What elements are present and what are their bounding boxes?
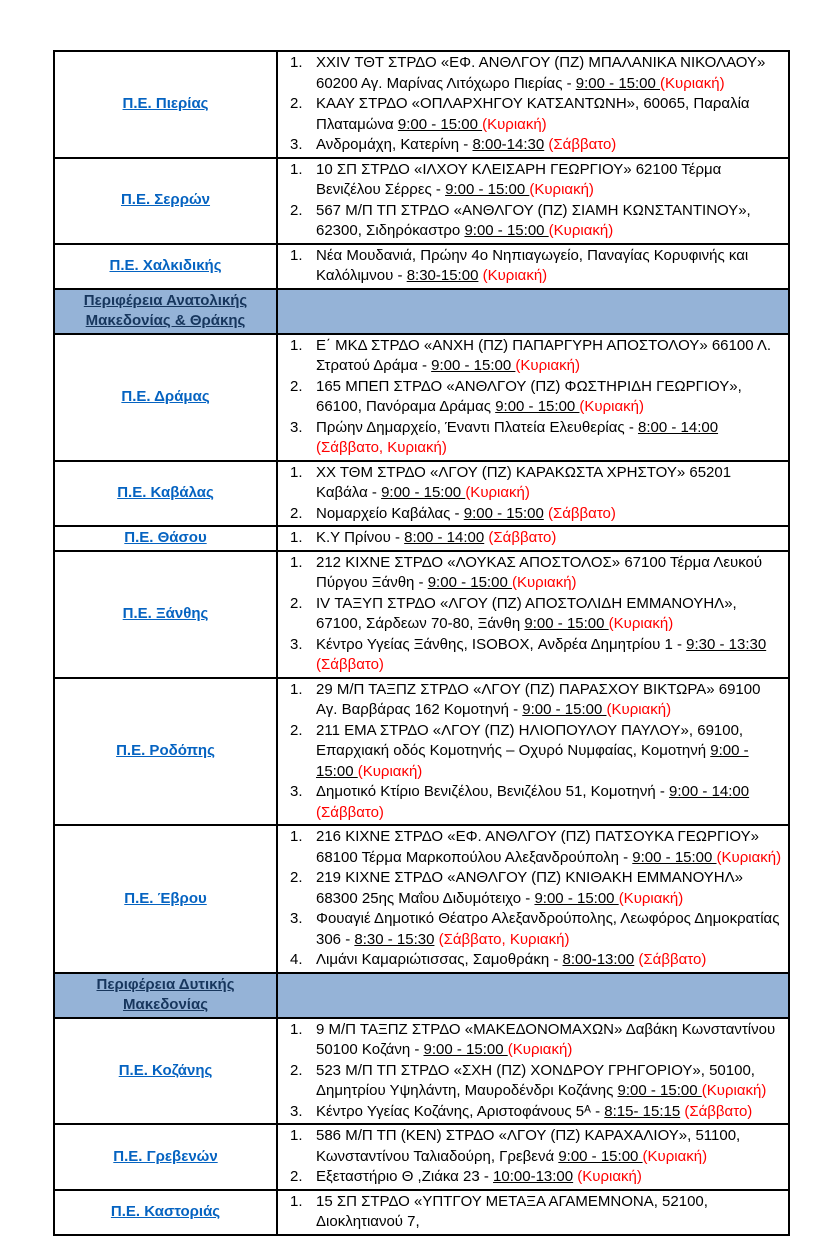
item-number: 1. [290,1192,303,1210]
item-text [316,594,784,635]
item-number: 2. [290,504,303,522]
item-number: 4. [290,951,303,968]
location-item [282,201,784,242]
item-number: 2. [290,721,303,739]
location-text: 212 ΚΙΧΝΕ ΣΤΡΔΟ «ΛΟΥΚΑΣ ΑΠΟΣΤΟΛΟΣ» 67100 Τέρμα Λευκού Πύργου Ξάνθη - [316,553,763,591]
region-cell [54,825,277,973]
item-number: 1. [290,463,303,481]
location-text: 523 Μ/Π ΤΠ ΣΤΡΔΟ «ΣΧΗ (ΠΖ) ΧΟΝΔΡΟΥ ΓΡΗΓΟΡΙΟΥ», 50100, Δημητρίου Υψηλάντη, Μαυροδένδρι Κοζάνης [316,1061,755,1099]
section-header-empty-cell [277,289,789,334]
day-label: (Κυριακή) [482,115,547,133]
location-item [282,721,784,783]
location-item [282,782,784,823]
location-item [282,1020,784,1061]
day-label: (Σάββατο) [684,1102,753,1120]
region-row [54,461,789,527]
locations-cell [277,1018,789,1125]
region-link[interactable]: Π.Ε. Πιερίας [122,95,209,112]
region-row [54,825,789,973]
item-text [316,418,784,459]
locations-cell [277,461,789,527]
location-text: Νέα Μουδανιά, Πρώην 4ο Νηπιαγωγείο, Παναγίας Κορυφινής και Καλόλιμνου - [316,246,749,284]
region-cell [54,51,277,158]
locations-cell [277,825,789,973]
location-item [282,827,784,868]
day-label: (Κυριακή) [579,398,644,415]
item-text [316,1102,784,1123]
item-number: 1. [290,336,303,354]
item-text [316,201,784,242]
day-label: (Κυριακή) [465,484,530,501]
time-range: 8:30 - 15:30 [354,930,435,948]
location-item [282,463,784,504]
region-row [54,1190,789,1235]
item-number: 3. [290,136,303,153]
region-cell [54,158,277,244]
section-header-empty-cell [277,973,789,1018]
region-row [54,51,789,158]
day-label: (Σάββατο) [316,656,384,673]
region-link[interactable]: Π.Ε. Χαλκιδικής [109,256,222,274]
item-number: 3. [290,910,303,927]
day-label: (Κυριακή) [548,222,614,239]
region-link[interactable]: Π.Ε. Έβρου [124,889,207,907]
item-text [316,53,784,94]
location-item [282,1167,784,1188]
locations-cell [277,51,789,158]
item-text [316,1020,784,1061]
location-text: 219 ΚΙΧΝΕ ΣΤΡΔΟ «ΑΝΘΛΓΟΥ (ΠΖ) ΚΝΙΘΑΚΗ ΕΜΜΑΝΟΥΗΛ» 68300 25ης Μαΐου Διδυμότειχο - [316,869,743,907]
region-cell [54,334,277,461]
location-text: Κέντρο Υγείας Ξάνθης, ISOBOX, Ανδρέα Δημητρίου 1 - [316,635,687,653]
location-text: ΚΑΑΥ ΣΤΡΔΟ «ΟΠΛΑΡΧΗΓΟΥ ΚΑΤΣΑΝΤΩΝΗ», 60065, Παραλία Πλαταμώνα [316,95,750,133]
location-text: 216 ΚΙΧΝΕ ΣΤΡΔΟ «ΕΦ. ΑΝΘΛΓΟΥ (ΠΖ) ΠΑΤΣΟΥΚΑ ΓΕΩΡΓΙΟΥ» 68100 Τέρμα Μαρκοπούλου Αλεξανδρούπολη - [316,828,759,866]
item-text [316,635,784,676]
region-cell [54,678,277,826]
item-text [316,160,784,201]
day-label: (Κυριακή) [507,1041,573,1058]
location-item [282,868,784,909]
time-range: 8:00 - 14:00 [637,418,719,436]
time-range: 9:00 - 15:00 [445,181,530,198]
region-row [54,158,789,244]
time-range: 8:00-14:30 [472,136,545,153]
location-text: 9 Μ/Π ΤΑΞΠΖ ΣΤΡΔΟ «ΜΑΚΕΔΟΝΟΜΑΧΩΝ» Δαβάκη Κωνσταντίνου 50100 Κοζάνη - [316,1020,776,1058]
time-range: 9:00 - 15:00 [495,398,580,415]
region-row [54,678,789,826]
location-item [282,160,784,201]
day-label: (Κυριακή) [482,267,548,284]
item-number: 2. [290,1061,303,1079]
location-item [282,909,784,950]
location-item [282,594,784,635]
region-link[interactable]: Π.Ε. Κοζάνης [118,1061,213,1079]
day-label: (Σάββατο) [638,951,707,968]
region-link[interactable]: Π.Ε. Θάσου [124,529,207,546]
location-text: IV ΤΑΞΥΠ ΣΤΡΔΟ «ΛΓΟΥ (ΠΖ) ΑΠΟΣΤΟΛΙΔΗ ΕΜΜΑΝΟΥΗΛ», 67100, Σάρδεων 70-80, Ξάνθη [316,594,737,632]
region-cell [54,1124,277,1190]
time-range: 9:00 - 15:00 [397,115,483,133]
day-label: (Κυριακή) [577,1168,642,1185]
time-range: 9:00 - 15:00 [524,615,609,632]
region-link[interactable]: Π.Ε. Γρεβενών [113,1147,218,1165]
day-label: (Κυριακή) [511,574,577,591]
time-range: 8:00-13:00 [562,951,635,968]
item-text [316,528,784,549]
day-label: (Κυριακή) [660,74,725,92]
item-text [316,1061,784,1102]
section-header-cell [54,289,277,334]
time-range: 9:00 - 15:00 [381,484,466,501]
location-text: 567 Μ/Π ΤΠ ΣΤΡΔΟ «ΑΝΘΛΓΟΥ (ΠΖ) ΣΙΑΜΗ ΚΩΝΣΤΑΝΤΙΝΟΥ», 62300, Σιδηρόκαστρο [316,201,751,239]
item-text [316,504,784,525]
day-label: (Σάββατο, Κυριακή) [316,439,447,456]
item-number: 1. [290,529,303,546]
item-text [316,553,784,594]
time-range: 9:00 - 15:00 [464,222,549,239]
item-text [316,94,784,135]
location-text: XXIV ΤΘΤ ΣΤΡΔΟ «ΕΦ. ΑΝΘΛΓΟΥ (ΠΖ) ΜΠΑΛΑΝΙΚΑ ΝΙΚΟΛΑΟΥ» 60200 Αγ. Μαρίνας Λιτόχωρο Πιερίας - [316,54,766,92]
location-item [282,1102,784,1123]
day-label: (Κυριακή) [618,889,684,907]
time-range: 9:00 - 15:00 [632,848,717,866]
item-number: 2. [290,1168,303,1185]
item-number: 2. [290,95,303,112]
time-range: 9:00 - 15:00 [575,74,661,92]
location-text: Εξεταστήριο Θ ,Ζιάκα 23 - [316,1168,494,1185]
region-row [54,1018,789,1125]
location-text: Ανδρομάχη, Κατερίνη - [316,136,473,153]
item-number: 2. [290,377,303,395]
item-number: 2. [290,201,303,219]
location-text: 10 ΣΠ ΣΤΡΔΟ «ΙΛΧΟΥ ΚΛΕΙΣΑΡΗ ΓΕΩΡΓΙΟΥ» 62100 Τέρμα Βενιζέλου Σέρρες - [316,160,722,198]
section-header-label: Περιφέρεια Δυτικής Μακεδονίας [96,975,235,1013]
locations-cell [277,1190,789,1235]
location-item [282,635,784,676]
location-item [282,553,784,594]
location-text: Ε΄ ΜΚΔ ΣΤΡΔΟ «ΑΝΧΗ (ΠΖ) ΠΑΠΑΡΓΥΡΗ ΑΠΟΣΤΟΛΟΥ» 66100 Λ. Στρατού Δράμα - [316,336,772,374]
regional-units-table [53,50,790,1236]
location-item [282,418,784,459]
locations-cell [277,334,789,461]
time-range: 9:00 - 15:00 [617,1082,702,1099]
item-text [316,680,784,721]
location-item [282,246,784,287]
region-link[interactable]: Π.Ε. Καβάλας [117,484,214,501]
location-item [282,528,784,549]
day-label: (Κυριακή) [606,701,672,718]
location-text: 165 ΜΠΕΠ ΣΤΡΔΟ «ΑΝΘΛΓΟΥ (ΠΖ) ΦΩΣΤΗΡΙΔΗ ΓΕΩΡΓΙΟΥ», 66100, Πανόραμα Δράμας [316,377,742,415]
region-row [54,551,789,678]
item-number: 1. [290,1020,303,1038]
time-range: 9:00 - 15:00 [316,742,749,780]
location-item [282,680,784,721]
item-number: 1. [290,160,303,178]
locations-cell [277,244,789,289]
item-number: 1. [290,553,303,571]
location-item [282,950,784,971]
region-link[interactable]: Π.Ε. Σερρών [120,191,211,209]
item-text [316,336,784,377]
item-number: 3. [290,783,303,800]
section-header-row [54,973,789,1018]
item-number: 3. [290,418,303,436]
item-text [316,868,784,909]
item-text [316,1192,784,1233]
item-text [316,721,784,783]
region-cell [54,551,277,678]
region-row [54,1124,789,1190]
time-range: 9:00 - 15:00 [522,701,607,718]
locations-cell [277,551,789,678]
item-number: 1. [290,1127,303,1144]
section-header-cell [54,973,277,1018]
item-number: 3. [290,635,303,653]
location-item [282,135,784,156]
item-text [316,827,784,868]
item-text [316,909,784,950]
region-link[interactable]: Π.Ε. Δράμας [121,387,210,405]
locations-cell [277,678,789,826]
time-range: 8:00 - 14:00 [404,529,485,546]
time-range: 10:00-13:00 [493,1168,574,1185]
day-label: (Κυριακή) [515,357,580,374]
region-link[interactable]: Π.Ε. Καστοριάς [110,1202,221,1220]
item-number: 2. [290,594,303,612]
time-range: 9:00 - 14:00 [669,783,750,800]
location-text: 15 ΣΠ ΣΤΡΔΟ «ΥΠΤΓΟΥ ΜΕΤΑΞΑ ΑΓΑΜΕΜΝΟΝΑ, 52100, Διοκλητιανού 7, [316,1192,708,1230]
locations-cell [277,526,789,551]
region-link[interactable]: Π.Ε. Ξάνθης [122,604,209,622]
location-text: ΧΧ ΤΘΜ ΣΤΡΔΟ «ΛΓΟΥ (ΠΖ) ΚΑΡΑΚΩΣΤΑ ΧΡΗΣΤΟΥ» 65201 Καβάλα - [316,463,732,501]
item-number: 3. [290,1102,303,1120]
day-label: (Σάββατο) [548,136,617,153]
item-text [316,782,784,823]
day-label: (Σάββατο) [488,529,557,546]
day-label: (Κυριακή) [716,848,782,866]
location-text: Κέντρο Υγείας Κοζάνης, Αριστοφάνους 5ᴬ - [316,1102,605,1120]
location-text: Κ.Υ Πρίνου - [316,529,405,546]
item-number: 1. [290,246,303,264]
region-cell [54,461,277,527]
time-range: 9:00 - 15:00 [423,1041,508,1058]
day-label: (Σάββατο) [316,803,384,821]
item-number: 2. [290,869,303,886]
time-range: 9:00 - 15:00 [463,504,544,522]
location-item [282,1126,784,1167]
locations-cell [277,1124,789,1190]
regional-units-table-body [54,51,789,1235]
day-label: (Κυριακή) [357,762,423,780]
location-item [282,1192,784,1233]
region-link[interactable]: Π.Ε. Ροδόπης [116,742,215,759]
location-item [282,336,784,377]
item-text [316,377,784,418]
day-label: (Κυριακή) [642,1147,708,1165]
item-text [316,1167,784,1188]
item-number: 1. [290,54,303,71]
time-range: 8:30-15:00 [406,267,479,284]
location-item [282,377,784,418]
locations-cell [277,158,789,244]
location-text: 29 Μ/Π ΤΑΞΠΖ ΣΤΡΔΟ «ΛΓΟΥ (ΠΖ) ΠΑΡΑΣΧΟΥ ΒΙΚΤΩΡΑ» 69100 Αγ. Βαρβάρας 162 Κομοτηνή - [316,680,761,718]
item-number: 1. [290,680,303,698]
item-text [316,1126,784,1167]
time-range: 8:15- 15:15 [604,1102,681,1120]
time-range: 9:00 - 15:00 [427,574,512,591]
region-cell [54,244,277,289]
time-range: 9:00 - 15:00 [431,357,516,374]
item-number: 1. [290,828,303,845]
location-text: Φουαγιέ Δημοτικό Θέατρο Αλεξανδρούπολης, Λεωφόρος Δημοκρατίας 306 - [316,910,780,948]
day-label: (Κυριακή) [608,615,674,632]
day-label: (Σάββατο) [547,504,616,522]
location-text: Δημοτικό Κτίριο Βενιζέλου, Βενιζέλου 51, Κομοτηνή - [316,783,670,800]
region-cell [54,1018,277,1125]
location-text: Νομαρχείο Καβάλας - [316,504,464,522]
section-header-label: Περιφέρεια Ανατολικής Μακεδονίας & Θράκης [83,291,248,329]
location-text: 586 Μ/Π ΤΠ (ΚΕΝ) ΣΤΡΔΟ «ΛΓΟΥ (ΠΖ) ΚΑΡΑΧΑΛΙΟΥ», 51100, Κωνσταντίνου Ταλιαδούρη, Γρεβενά [316,1127,741,1165]
time-range: 9:00 - 15:00 [558,1147,643,1165]
location-item [282,1061,784,1102]
location-item [282,504,784,525]
location-text: Πρώην Δημαρχείο, Έναντι Πλατεία Ελευθερίας - [316,418,638,436]
item-text [316,135,784,156]
location-text: 211 ΕΜΑ ΣΤΡΔΟ «ΛΓΟΥ (ΠΖ) ΗΛΙΟΠΟΥΛΟΥ ΠΑΥΛΟΥ», 69100, Επαρχιακή οδός Κομοτηνής – Οχυρό Νυμφαίας, Κομοτηνή [316,721,744,759]
region-cell [54,526,277,551]
location-text: Λιμάνι Καμαριώτισσας, Σαμοθράκη - [316,951,563,968]
region-row [54,244,789,289]
location-item [282,94,784,135]
section-header-row [54,289,789,334]
time-range: 9:00 - 15:00 [534,889,619,907]
time-range: 9:30 - 13:30 [686,635,767,653]
location-item [282,53,784,94]
day-label: (Κυριακή) [529,181,594,198]
region-cell [54,1190,277,1235]
item-text [316,246,784,287]
item-text [316,463,784,504]
day-label: (Κυριακή) [701,1082,767,1099]
item-text [316,950,784,971]
region-row [54,526,789,551]
region-row [54,334,789,461]
day-label: (Σάββατο, Κυριακή) [438,930,570,948]
